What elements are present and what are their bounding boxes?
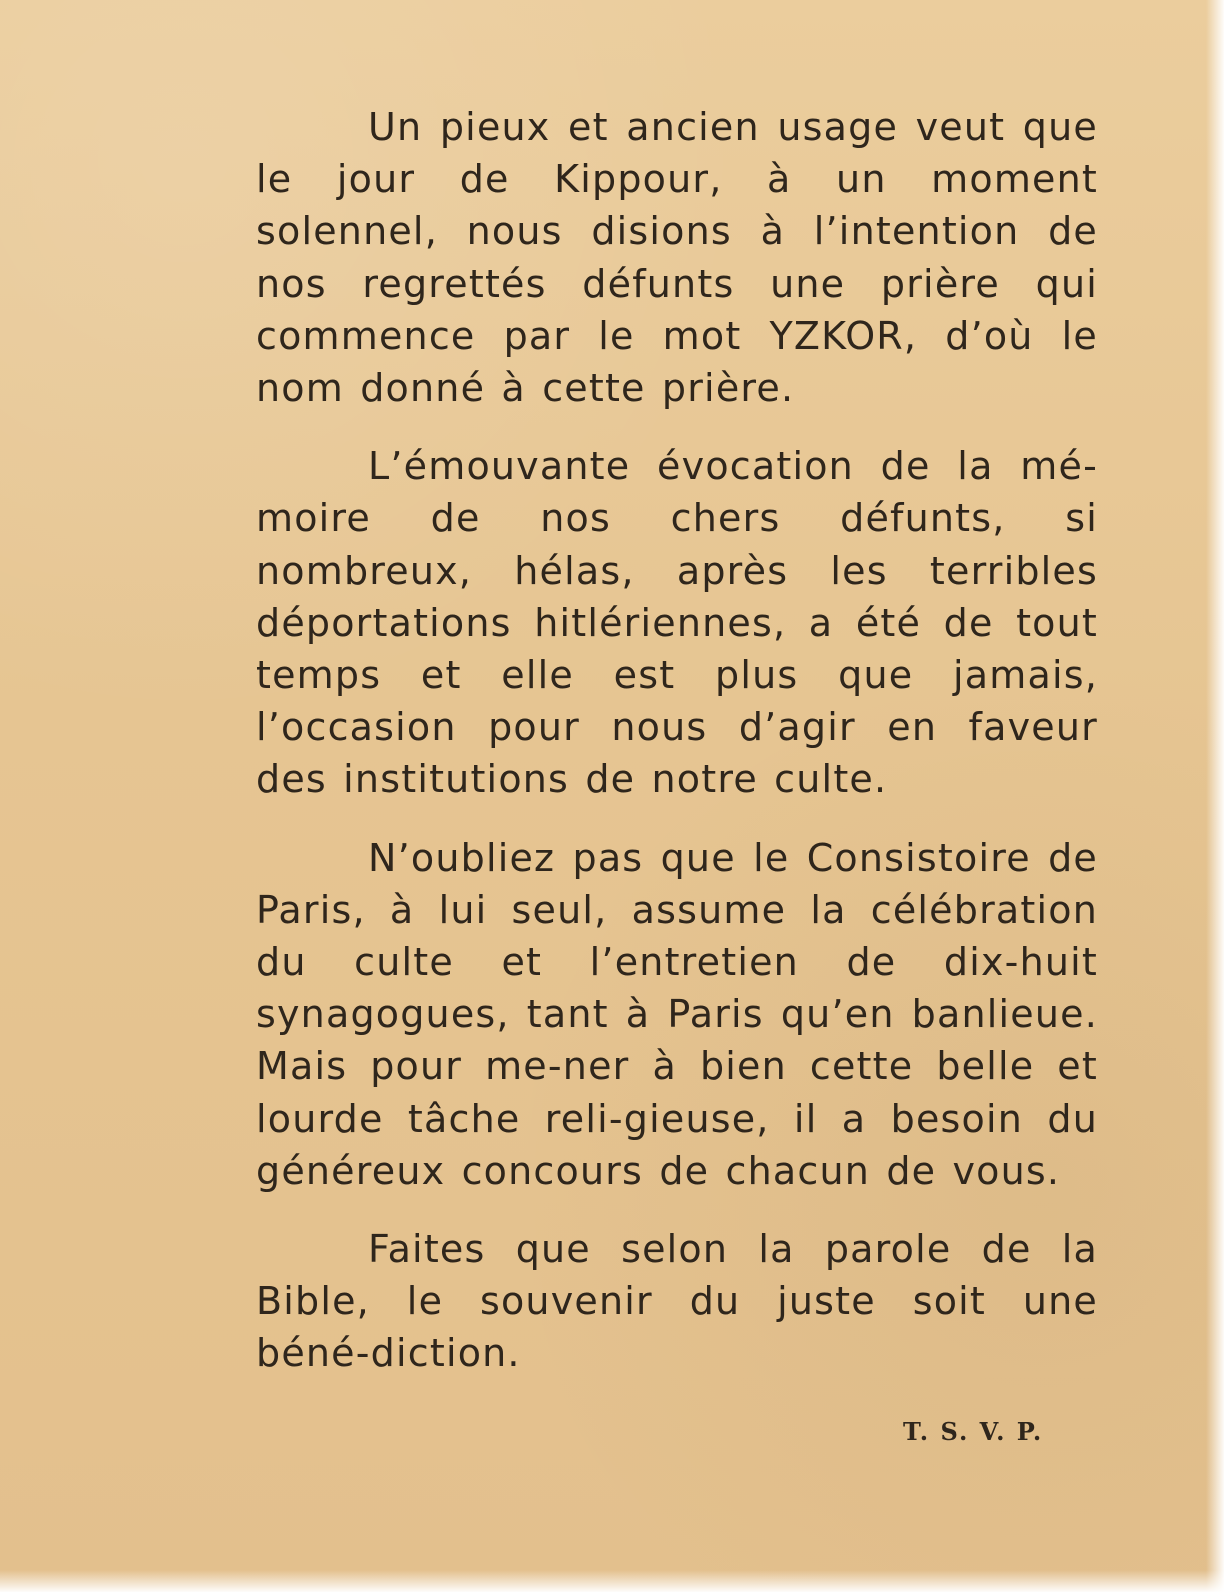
paragraph-2: L’émouvante évocation de la mé-moire de nos chers défunts, si nombreux, hélas, après les terribles déportations hitlériennes, a été de tout temps et elle est plus que jamais, l’occasion pour nous d’agir en faveur des institutions de notre culte. — [256, 444, 1098, 802]
page-turn-note: T. S. V. P. — [903, 1417, 1044, 1446]
paragraph-1: Un pieux et ancien usage veut que le jour de Kippour, à un moment solennel, nous disions à l’intention de nos regrettés défunts une prière qui commence par le mot YZKOR, d’où le nom donné à cette prière. — [256, 105, 1098, 411]
paragraph-4: Faites que selon la parole de la Bible, le souvenir du juste soit une béné-diction. — [256, 1227, 1098, 1376]
paragraph-3: N’oubliez pas que le Consistoire de Paris, à lui seul, assume la célébration du culte et l’entretien de dix-huit synagogues, tant à Paris qu’en banlieue. Mais pour me-ner à bien cette belle et lourde tâche reli-gieuse, il a besoin du généreux concours de chacun de vous. — [256, 835, 1098, 1193]
document-body — [256, 101, 1098, 1406]
page-bottom-edge — [0, 1570, 1224, 1592]
page-right-edge — [1206, 0, 1224, 1592]
